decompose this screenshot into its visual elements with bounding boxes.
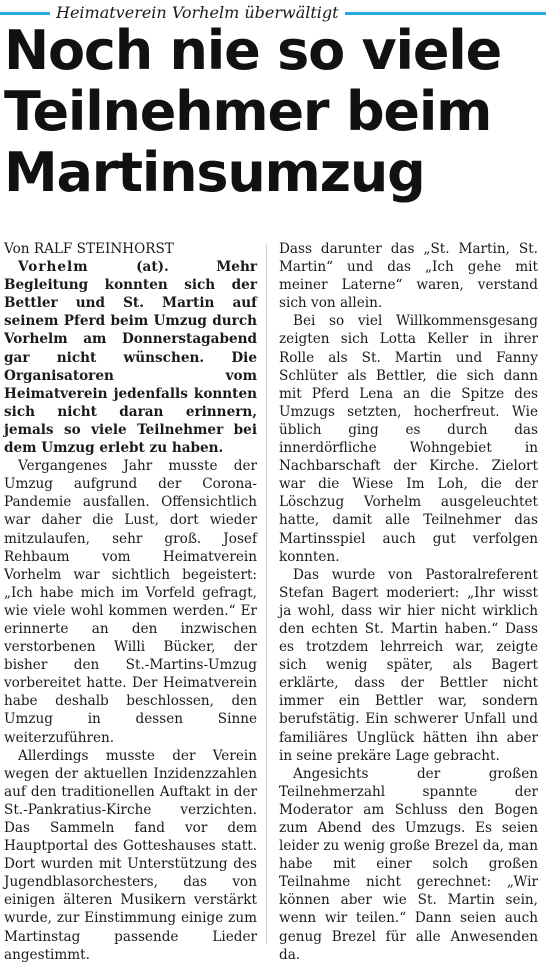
body-paragraph: Allerdings musste der Verein wegen der aktuellen Inzidenzzahlen auf den traditionellen Auftakt in der St.-Pankratius-Kirche verzichten. Das Sammeln fand vor dem Hauptportal des Gotteshauses statt. Dort wurden mit Unterstützung des Jugendblasorchesters, das von einigen älteren Musikern verstärkt wurde, zur Einstimmung einige zum Martinstag passende Lieder angestimmt. bbox=[4, 747, 257, 963]
body-paragraph: Angesichts der großen Teilnehmerzahl spannte der Moderator am Schluss den Bogen zum Abend des Umzugs. Es seien leider zu wenig große Brezel da, man habe mit einer solch großen Teilnahme nicht gerechnet: „Wir können aber wie St. Martin sein, wenn wir teilen.“ Dann seien auch genug Brezel für alle Anwesenden da. bbox=[279, 765, 538, 963]
byline: Von RALF STEINHORST bbox=[4, 241, 174, 257]
headline-line-1: Noch nie so viele bbox=[4, 19, 502, 82]
body-paragraph: Bei so viel Willkommensgesang zeigten sich Lotta Keller in ihrer Rolle als St. Martin und Fanny Schlüter als Bettler, die sich dann mit Pferd Lena an die Spitze des Umzugs setzten, hocherfreut. Wie üblich ging es durch das innerdörfliche Wohngebiet in Nachbarschaft der Kirche. Zielort war die Wiese Im Loh, die der Löschzug Vorhelm ausgeleuchtet hatte, damit alle Teilnehmer das Martinsspiel auch gut verfolgen konnten. bbox=[279, 313, 538, 565]
lead-text: (at). Mehr Begleitung konnten sich der Bettler und St. Martin auf seinem Pferd beim Umzug durch Vorhelm am Donnerstagabend gar nicht wünschen. Die Organisatoren vom Heimatverein jedenfalls konnten sich nicht daran erinnern, jemals so viele Teilnehmer bei dem Umzug erlebt zu haben. bbox=[4, 259, 257, 457]
lead-location: Vorhelm bbox=[18, 259, 89, 276]
headline-line-3: Martinsumzug bbox=[4, 141, 425, 204]
article-column-left bbox=[4, 240, 257, 964]
kicker: Heimatverein Vorhelm überwältigt bbox=[56, 2, 339, 22]
body-paragraph: Dass darunter das „St. Martin, St. Martin“ und das „Ich gehe mit meiner Laterne“ waren, verstand sich von allein. bbox=[279, 241, 538, 312]
lead-paragraph bbox=[4, 258, 257, 457]
kicker-rule-left bbox=[0, 12, 50, 15]
article-column-right bbox=[279, 240, 538, 964]
body-paragraph: Das wurde von Pastoralreferent Stefan Bagert moderiert: „Ihr wisst ja wohl, dass wir hier nicht wirklich den echten St. Martin haben.“ Dass es trotzdem lehrreich war, zeigte sich wenig später, als Bagert erklärte, dass der Bettler nicht immer ein Bettler war, sondern berufstätig. Ein schwerer Unfall und familiäres Unglück hätten ihn aber in seine prekäre Lage gebracht. bbox=[279, 566, 538, 764]
body-paragraph: Vergangenes Jahr musste der Umzug aufgrund der Corona-Pandemie ausfallen. Offensichtlich war daher die Lust, dort wieder mitzulaufen, sehr groß. Josef Rehbaum vom Heimatverein Vorhelm war sichtlich begeistert: „Ich habe mich im Vorfeld gefragt, wie viele wohl kommen werden.“ Er erinnerte an den inzwischen verstorbenen Willi Bücker, der bisher den St.-Martins-Umzug vorbereitet hatte. Der Heimatverein habe deshalb beschlossen, den Umzug in dessen Sinne weiterzuführen. bbox=[4, 458, 257, 746]
headline bbox=[4, 20, 544, 203]
headline-line-2: Teilnehmer beim bbox=[4, 80, 492, 143]
column-divider bbox=[266, 244, 267, 944]
kicker-rule-right bbox=[345, 12, 546, 15]
